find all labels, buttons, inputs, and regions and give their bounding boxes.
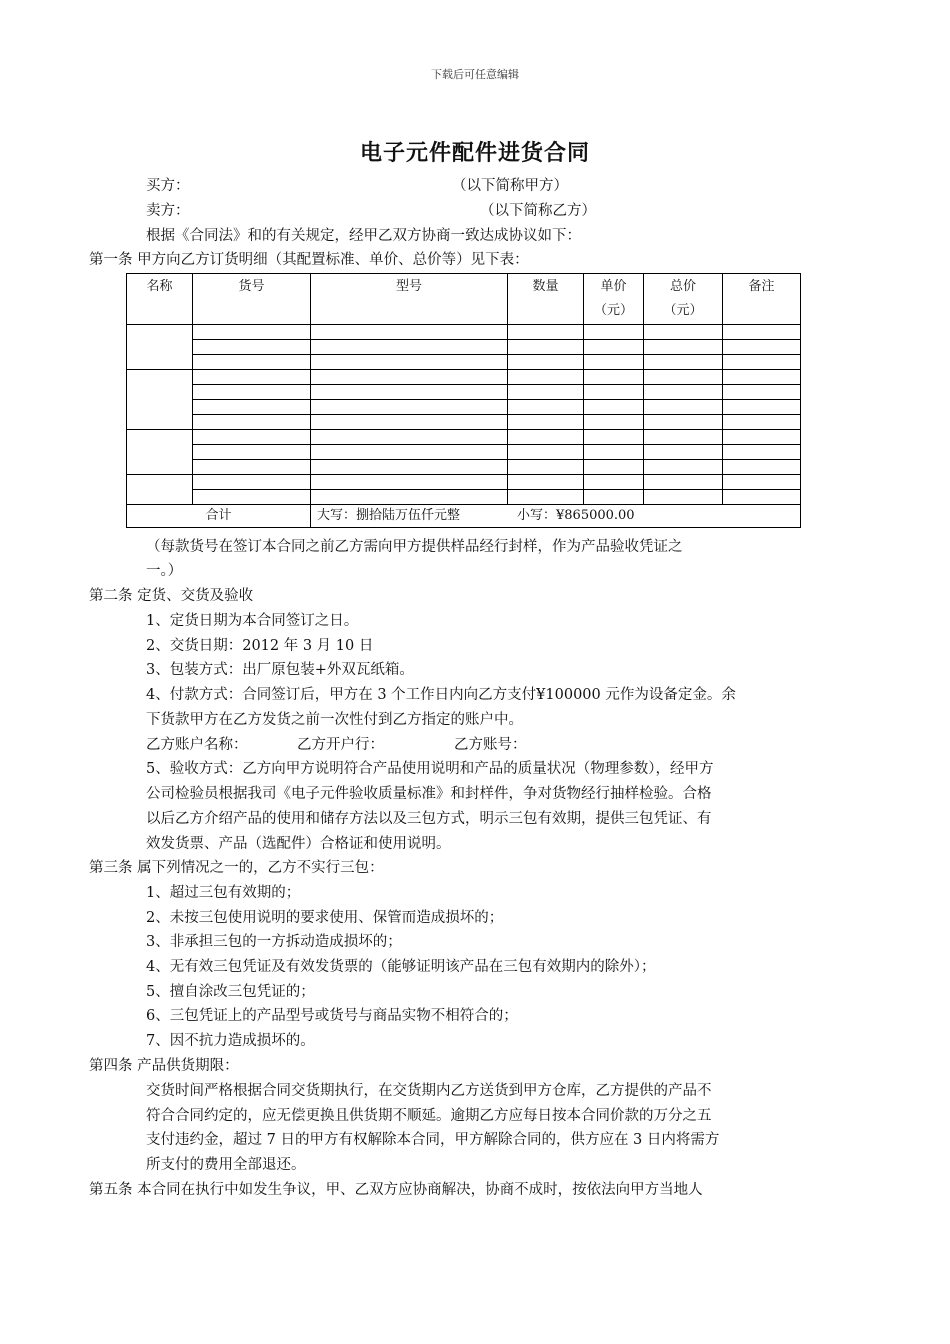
seller-note: （以下简称乙方） — [480, 203, 596, 219]
table-row — [127, 400, 801, 415]
table-row — [127, 460, 801, 475]
article1-heading: 第一条 甲方向乙方订货明细（其配置标准、单价、总价等）见下表： — [89, 252, 529, 268]
article3-item: 7、因不抗力造成损坏的。 — [146, 1033, 315, 1049]
account-name-label: 乙方账户名称： — [146, 737, 248, 753]
article1-note-line1: （每款货号在签订本合同之前乙方需向甲方提供样品经行封样，作为产品验收凭证之 — [146, 539, 683, 555]
article2-heading: 第二条 定货、交货及验收 — [89, 588, 254, 604]
seller-label: 卖方： — [146, 203, 190, 219]
table-row — [127, 340, 801, 355]
col-header-remarks: 备注 — [723, 274, 801, 325]
table-row — [127, 430, 801, 445]
article3-item: 5、擅自涂改三包凭证的； — [146, 984, 315, 1000]
total-label: 合计 — [127, 505, 311, 528]
col-header-name: 名称 — [127, 274, 193, 325]
table-row — [127, 325, 801, 340]
article2-item5-line1: 5、验收方式：乙方向甲方说明符合产品使用说明和产品的质量状况（物理参数），经甲方 — [146, 761, 714, 777]
article3-item: 4、无有效三包凭证及有效发货票的（能够证明该产品在三包有效期内的除外）； — [146, 959, 656, 975]
account-number-label: 乙方账号： — [454, 737, 527, 753]
table-row — [127, 385, 801, 400]
table-row — [127, 370, 801, 385]
order-table — [126, 273, 801, 528]
article4-heading: 第四条 产品供货期限： — [89, 1058, 239, 1074]
intro-text: 根据《合同法》和的有关规定，经甲乙双方协商一致达成协议如下： — [146, 228, 581, 244]
article4-line2: 符合合同约定的，应无偿更换且供货期不顺延。逾期乙方应每日按本合同价款的万分之五 — [146, 1108, 712, 1124]
article2-item4-line2: 下货款甲方在乙方发货之前一次性付到乙方指定的账户中。 — [146, 712, 523, 728]
col-header-unit-price: 单价 （元） — [584, 274, 644, 325]
article2-item1: 1、定货日期为本合同签订之日。 — [146, 613, 359, 629]
article5-line1: 第五条 本合同在执行中如发生争议，甲、乙双方应协商解决，协商不成时，按依法向甲方当地人 — [89, 1182, 703, 1198]
article2-item2: 2、交货日期：2012 年 3 月 10 日 — [146, 638, 374, 654]
total-upper: 大写：捌拾陆万伍仟元整 — [317, 508, 461, 523]
name-cell — [127, 475, 193, 505]
total-lower: 小写：¥865000.00 — [517, 508, 635, 523]
col-header-quantity: 数量 — [508, 274, 584, 325]
article4-line1: 交货时间严格根据合同交货期执行，在交货期内乙方送货到甲方仓库，乙方提供的产品不 — [146, 1083, 712, 1099]
name-cell — [127, 370, 193, 430]
contract-title: 电子元件配件进货合同 — [359, 140, 590, 166]
table-row — [127, 490, 801, 505]
name-cell — [127, 430, 193, 475]
table-header-row — [127, 274, 801, 325]
article2-item5-line4: 效发货票、产品（选配件）合格证和使用说明。 — [146, 836, 451, 852]
article3-item: 6、三包凭证上的产品型号或货号与商品实物不相符合的； — [146, 1008, 518, 1024]
table-row — [127, 415, 801, 430]
account-bank-label: 乙方开户行： — [297, 737, 384, 753]
buyer-label: 买方： — [146, 178, 190, 194]
article4-line4: 所支付的费用全部退还。 — [146, 1157, 306, 1173]
header-note: 下载后可任意编辑 — [431, 68, 519, 81]
article2-item3: 3、包装方式：出厂原包装+外双瓦纸箱。 — [146, 662, 414, 678]
article1-note-line2: 一。） — [146, 563, 183, 579]
article3-item: 1、超过三包有效期的； — [146, 885, 301, 901]
name-cell — [127, 325, 193, 370]
article3-item: 2、未按三包使用说明的要求使用、保管而造成损坏的； — [146, 910, 504, 926]
article2-item5-line2: 公司检验员根据我司《电子元件验收质量标准》和封样件，争对货物经行抽样检验。合格 — [146, 786, 712, 802]
article4-line3: 支付违约金，超过 7 日的甲方有权解除本合同，甲方解除合同的，供方应在 3 日内将需方 — [146, 1132, 720, 1148]
total-row — [127, 505, 801, 528]
article3-item: 3、非承担三包的一方拆动造成损坏的； — [146, 934, 402, 950]
col-header-total-price: 总价 （元） — [644, 274, 723, 325]
buyer-note: （以下简称甲方） — [452, 178, 568, 194]
article2-item4-line1: 4、付款方式：合同签订后，甲方在 3 个工作日内向乙方支付¥100000 元作为设备定金。余 — [146, 687, 736, 703]
table-row — [127, 445, 801, 460]
col-header-model: 型号 — [311, 274, 508, 325]
col-header-item-no: 货号 — [193, 274, 311, 325]
total-amount — [311, 505, 801, 528]
table-row — [127, 355, 801, 370]
article3-heading: 第三条 属下列情况之一的，乙方不实行三包： — [89, 860, 384, 876]
table-row — [127, 475, 801, 490]
article2-item5-line3: 以后乙方介绍产品的使用和储存方法以及三包方式，明示三包有效期，提供三包凭证、有 — [146, 811, 712, 827]
